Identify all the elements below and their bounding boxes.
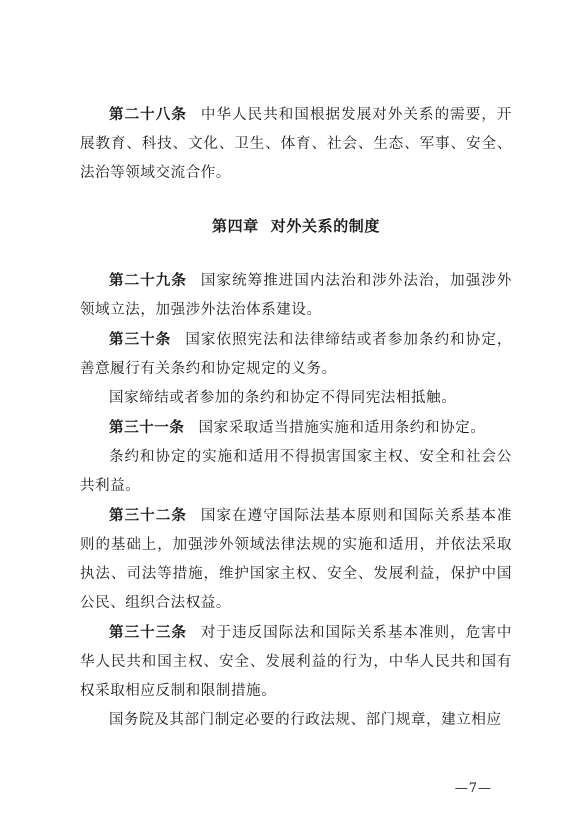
article-text: 国家依照宪法和法律缔结或者参加条约和协定，善意履行有关条约和协定规定的义务。	[80, 332, 512, 377]
clause-text: 国务院及其部门制定必要的行政法规、部门规章，建立相应	[109, 712, 502, 728]
page-number: —7—	[454, 781, 492, 796]
article-33-paragraph	[80, 618, 512, 706]
chapter-number: 第四章	[211, 217, 259, 235]
article-text: 国家在遵守国际法基本原则和国际关系基本准则的基础上，加强涉外领域法律法规的实施和适用，并依法采取执法、司法等措施，维护国家主权、安全、发展利益，保护中国公民、组织合法权益。	[80, 508, 513, 611]
article-heading: 第三十二条	[109, 507, 187, 524]
chapter-heading	[80, 214, 512, 238]
article-31-paragraph	[80, 413, 512, 443]
article-29-paragraph	[80, 266, 512, 325]
article-heading: 第三十条	[109, 331, 172, 348]
article-30-paragraph	[80, 325, 512, 384]
article-heading: 第三十三条	[109, 624, 187, 641]
article-28-paragraph	[80, 100, 512, 188]
article-text: 国家统筹推进国内法治和涉外法治，加强涉外领域立法，加强涉外法治体系建设。	[80, 273, 513, 318]
article-text: 中华人民共和国根据发展对外关系的需要，开展教育、科技、文化、卫生、体育、社会、生态、军事、安全、法治等领域交流合作。	[80, 107, 513, 181]
article-32-paragraph	[80, 501, 512, 618]
article-heading: 第二十九条	[109, 272, 187, 289]
clause-text: 条约和协定的实施和适用不得损害国家主权、安全和社会公共利益。	[80, 449, 512, 494]
article-heading: 第二十八条	[109, 106, 187, 123]
article-30-clause-2	[80, 384, 512, 413]
article-text: 对于违反国际法和国际关系基本准则，危害中华人民共和国主权、安全、发展利益的行为，中华人民共和国有权采取相应反制和限制措施。	[80, 625, 513, 699]
article-31-clause-2	[80, 443, 512, 501]
document-body	[80, 100, 512, 735]
article-33-clause-2	[80, 706, 512, 735]
article-heading: 第三十一条	[109, 419, 185, 436]
clause-text: 国家缔结或者参加的条约和协定不得同宪法相抵触。	[109, 390, 457, 406]
chapter-title: 对外关系的制度	[270, 217, 380, 235]
article-text: 国家采取适当措施实施和适用条约和协定。	[198, 420, 486, 436]
